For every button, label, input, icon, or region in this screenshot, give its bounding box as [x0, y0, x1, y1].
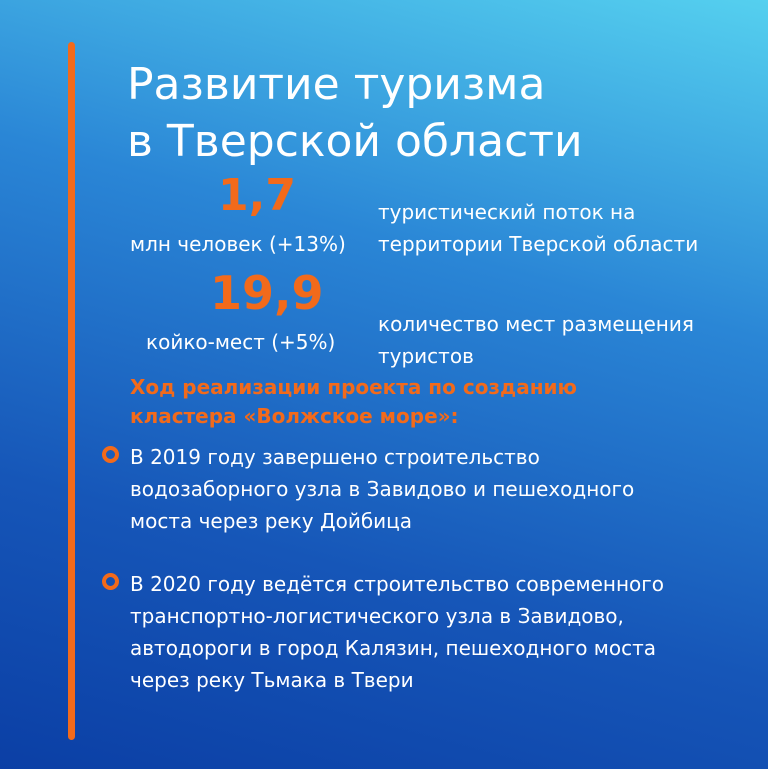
- list-item: [102, 568, 742, 696]
- ring-bullet-icon: [102, 446, 119, 463]
- section-title-line-2: кластера «Волжское море»:: [130, 404, 459, 428]
- stat-description-tourist-flow: [378, 196, 758, 260]
- list-item-line: В 2020 году ведётся строительство современного: [130, 572, 665, 596]
- stat-description-beds: [378, 308, 758, 372]
- stat-description-line: количество мест размещения: [378, 312, 694, 336]
- vertical-accent-line: [68, 42, 75, 740]
- stat-description-line: туристический поток на: [378, 200, 636, 224]
- list-item-text: [130, 568, 742, 696]
- list-item: [102, 441, 742, 537]
- list-item-line: В 2019 году завершено строительство: [130, 445, 540, 469]
- section-title: [130, 373, 650, 431]
- stat-caption-tourist-flow: млн человек (+13%): [130, 232, 346, 256]
- page-title: [127, 56, 583, 170]
- stat-description-line: территории Тверской области: [378, 232, 699, 256]
- stat-description-line: туристов: [378, 344, 474, 368]
- title-line-2: в Тверской области: [127, 116, 583, 167]
- stat-value-beds: 19,9: [210, 266, 324, 320]
- stat-caption-beds: койко-мест (+5%): [146, 330, 336, 354]
- stat-value-tourist-flow: 1,7: [218, 170, 296, 221]
- list-item-line: транспортно-логистического узла в Завидово,: [130, 604, 624, 628]
- list-item-line: автодороги в город Калязин, пешеходного моста: [130, 636, 657, 660]
- list-item-line: моста через реку Дойбица: [130, 509, 413, 533]
- list-item-text: [130, 441, 742, 537]
- title-line-1: Развитие туризма: [127, 59, 546, 110]
- section-title-line-1: Ход реализации проекта по созданию: [130, 375, 577, 399]
- list-item-line: водозаборного узла в Завидово и пешеходного: [130, 477, 635, 501]
- list-item-line: через реку Тьмака в Твери: [130, 668, 414, 692]
- ring-bullet-icon: [102, 573, 119, 590]
